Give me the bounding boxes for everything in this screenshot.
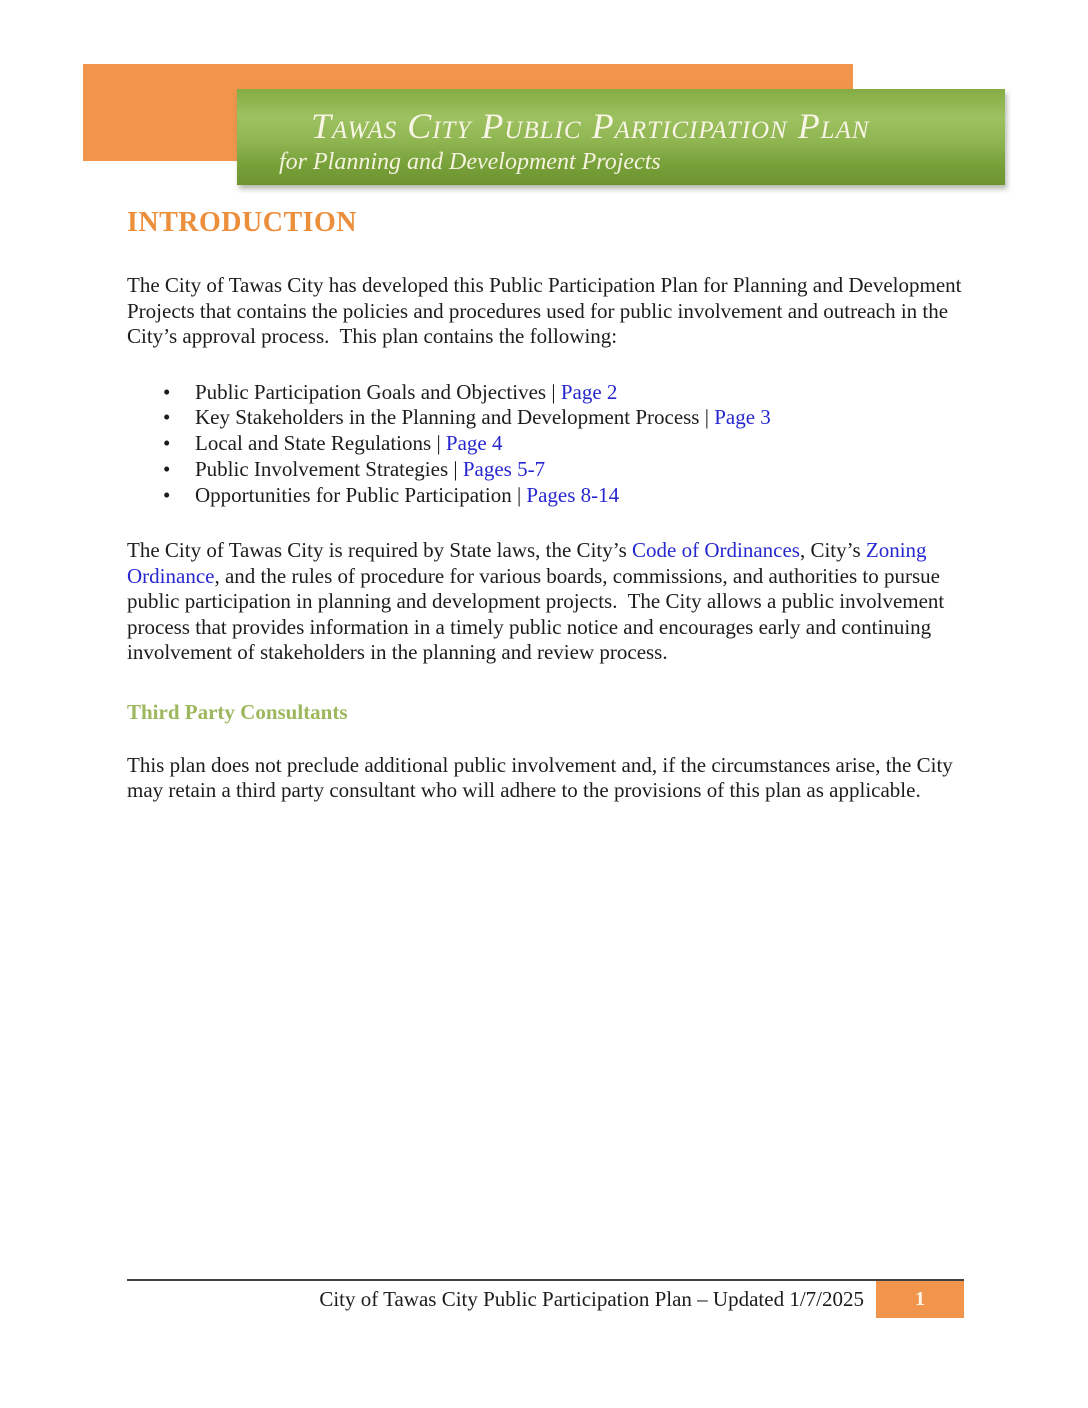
page-footer [127, 1279, 964, 1318]
list-item-separator: | [551, 379, 556, 404]
paragraph-text: The City of Tawas City is required by State laws, the City’s [127, 538, 632, 563]
list-item-label: Local and State Regulations [195, 431, 437, 456]
page-link[interactable]: Page 4 [445, 431, 503, 456]
page-link[interactable]: Page 2 [560, 379, 618, 404]
document-subtitle: for Planning and Development Projects [279, 149, 661, 175]
page-link[interactable]: Pages 5-7 [462, 456, 546, 481]
list-item [163, 431, 963, 457]
paragraph-text: , City’s [799, 538, 866, 563]
document-title: Tawas City Public Participation Plan [311, 106, 870, 147]
list-item-separator: | [704, 405, 709, 430]
third-party-paragraph: This plan does not preclude additional public involvement and, if the circumstances arise, the City may retain a third party consultant who will adhere to the provisions of this plan as applicable. [127, 752, 959, 803]
page-link[interactable]: Page 3 [714, 405, 771, 430]
section-heading-introduction: INTRODUCTION [127, 207, 358, 238]
list-item [163, 380, 963, 406]
page-link[interactable]: Pages 8-14 [526, 482, 620, 507]
list-item-label: Key Stakeholders in the Planning and Development Process [195, 405, 705, 430]
list-item-label: Opportunities for Public Participation [195, 482, 517, 507]
list-item-separator: | [516, 482, 522, 507]
list-item-separator: | [453, 456, 458, 481]
document-body [127, 207, 967, 830]
section-heading-third-party-consultants: Third Party Consultants [127, 699, 348, 724]
zoning-ordinance-link[interactable]: Zoning Ordinance [127, 538, 932, 588]
header-title-banner [237, 89, 1005, 185]
intro-paragraph-2 [127, 538, 963, 666]
paragraph-text: , and the rules of procedure for various boards, commissions, and authorities to pursue public participation in planning and development projects. The City allows a public involvement process that provides information in a timely public notice and encourages early and continuing involvement of stakeholders in the planning and review process. [127, 563, 950, 665]
list-item [163, 483, 963, 509]
list-item [163, 405, 963, 431]
contents-list [127, 380, 963, 509]
list-item-label: Public Participation Goals and Objectives [195, 379, 552, 404]
list-item-label: Public Involvement Strategies [195, 456, 454, 481]
footer-text: City of Tawas City Public Participation Plan – Updated 1/7/2025 [319, 1287, 864, 1311]
page-number-badge: 1 [876, 1281, 964, 1318]
intro-paragraph-1: The City of Tawas City has developed this Public Participation Plan for Planning and Development Projects that contains the policies and procedures used for public involvement and outreach in the City’s approval process. This plan contains the following: [127, 273, 967, 348]
code-of-ordinances-link[interactable]: Code of Ordinances [632, 538, 800, 563]
list-item-separator: | [436, 431, 441, 456]
list-item [163, 457, 963, 483]
